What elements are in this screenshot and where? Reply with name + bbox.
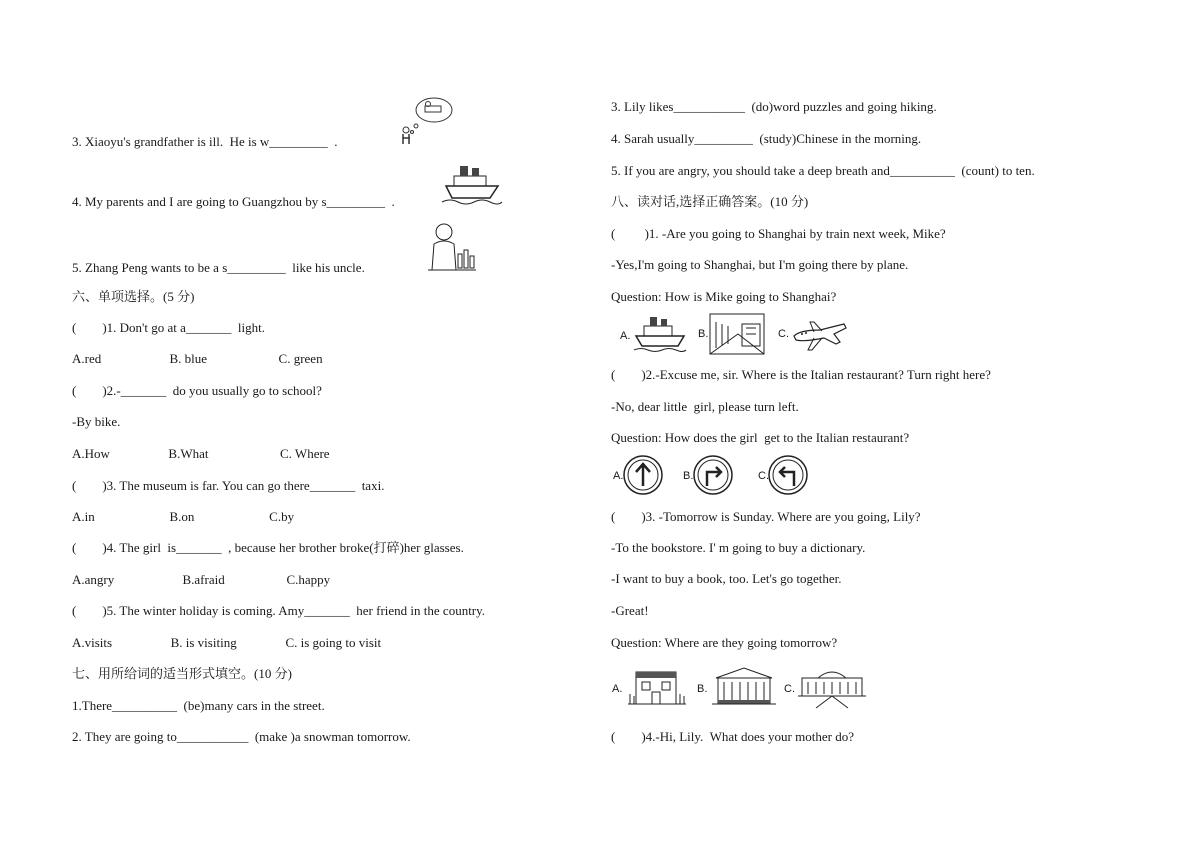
fill-question-4: 4. My parents and I are going to Guangzhou by s_________ . bbox=[72, 194, 395, 209]
mc-options-3: A.in B.on C.by bbox=[72, 509, 295, 524]
building-icon bbox=[626, 664, 688, 708]
dialog-4-question: ( )4.-Hi, Lily. What does your mother do? bbox=[611, 729, 854, 744]
option-b-label: B. bbox=[697, 683, 708, 695]
option-a-label: A. bbox=[613, 470, 624, 482]
mc-question-2: ( )2.-_______ do you usually go to school? bbox=[72, 383, 322, 398]
dialog-3-answer-1: -To the bookstore. I' m going to buy a dictionary. bbox=[611, 540, 866, 555]
ship-icon bbox=[440, 158, 504, 208]
building-icon bbox=[710, 664, 778, 708]
building-icon bbox=[796, 664, 868, 710]
scientist-icon bbox=[424, 220, 478, 272]
fill-question-3: 3. Xiaoyu's grandfather is ill. He is w_________ . bbox=[72, 134, 338, 149]
fill-form-1: 1.There__________ (be)many cars in the street. bbox=[72, 698, 325, 713]
dialog-3-answer-3: -Great! bbox=[611, 603, 649, 618]
train-icon bbox=[708, 312, 766, 356]
option-b-label: B. bbox=[683, 470, 694, 482]
dialog-3-question: ( )3. -Tomorrow is Sunday. Where are you going, Lily? bbox=[611, 509, 921, 524]
dialog-1-question: ( )1. -Are you going to Shanghai by train next week, Mike? bbox=[611, 226, 946, 241]
mc-options-5: A.visits B. is visiting C. is going to visit bbox=[72, 635, 382, 650]
ship-icon bbox=[632, 312, 688, 356]
mc-question-5: ( )5. The winter holiday is coming. Amy_______ her friend in the country. bbox=[72, 603, 486, 618]
dialog-2-answer: -No, dear little girl, please turn left. bbox=[611, 399, 799, 414]
fill-form-2: 2. They are going to___________ (make )a snowman tomorrow. bbox=[72, 729, 411, 744]
dialog-2-prompt: Question: How does the girl get to the Italian restaurant? bbox=[611, 430, 910, 445]
section-8-title: 八、读对话,选择正确答案。(10 分) bbox=[611, 194, 809, 209]
option-c-label: C. bbox=[784, 683, 795, 695]
option-c-label: C. bbox=[758, 470, 769, 482]
option-a-label: A. bbox=[612, 683, 623, 695]
right-turn-sign-icon bbox=[692, 454, 734, 496]
fill-form-3: 3. Lily likes___________ (do)word puzzles and going hiking. bbox=[611, 99, 937, 114]
section-7-title: 七、用所给词的适当形式填空。(10 分) bbox=[72, 666, 292, 681]
dialog-2-question: ( )2.-Excuse me, sir. Where is the Italian restaurant? Turn right here? bbox=[611, 367, 991, 382]
mc-options-1: A.red B. blue C. green bbox=[72, 351, 323, 366]
fill-form-5: 5. If you are angry, you should take a deep breath and__________ (count) to ten. bbox=[611, 163, 1035, 178]
fill-question-5: 5. Zhang Peng wants to be a s_________ like his uncle. bbox=[72, 260, 365, 275]
option-a-label: A. bbox=[620, 330, 631, 342]
option-b-label: B. bbox=[698, 328, 709, 340]
option-c-label: C. bbox=[778, 328, 789, 340]
dialog-1-prompt: Question: How is Mike going to Shanghai? bbox=[611, 289, 837, 304]
plane-icon bbox=[790, 312, 850, 356]
fill-form-4: 4. Sarah usually_________ (study)Chinese in the morning. bbox=[611, 131, 922, 146]
mc-reply-2: -By bike. bbox=[72, 414, 121, 429]
mc-question-4: ( )4. The girl is_______ , because her brother broke(打碎)her glasses. bbox=[72, 540, 464, 555]
mc-question-3: ( )3. The museum is far. You can go there_______ taxi. bbox=[72, 478, 385, 493]
dialog-3-answer-2: -I want to buy a book, too. Let's go together. bbox=[611, 571, 842, 586]
mc-options-4: A.angry B.afraid C.happy bbox=[72, 572, 331, 587]
straight-arrow-sign-icon bbox=[622, 454, 664, 496]
sick-person-icon bbox=[400, 96, 458, 146]
section-6-title: 六、单项选择。(5 分) bbox=[72, 289, 195, 304]
mc-options-2: A.How B.What C. Where bbox=[72, 446, 330, 461]
dialog-1-answer: -Yes,I'm going to Shanghai, but I'm going there by plane. bbox=[611, 257, 909, 272]
mc-question-1: ( )1. Don't go at a_______ light. bbox=[72, 320, 265, 335]
dialog-3-prompt: Question: Where are they going tomorrow? bbox=[611, 635, 838, 650]
left-turn-sign-icon bbox=[767, 454, 809, 496]
